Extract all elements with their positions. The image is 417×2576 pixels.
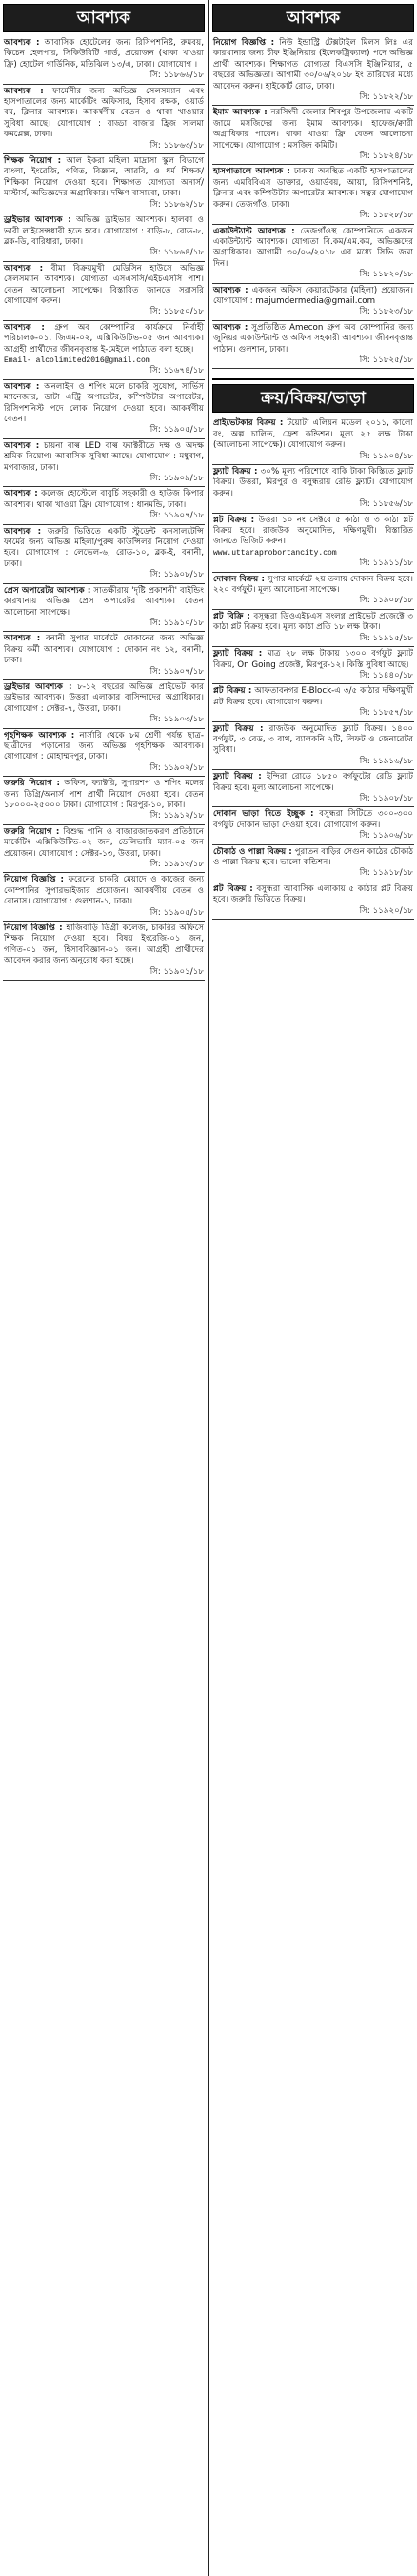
ad-body: রাজউক অনুমোদিত ফ্ল্যাট বিক্রয়। ১৪০০ বর্গফুট, ৩ বেড, ৩ বাথ, ব্যালকনি ২টি, লিফট ও জেনারেটর সুবিধা। <box>213 723 414 756</box>
classified-ad <box>212 807 414 844</box>
classified-ad <box>3 262 205 321</box>
ad-code: সি: ১১৮৬৪/১৮ <box>149 248 204 258</box>
classified-ad <box>212 225 414 284</box>
ad-body: গ্রুপ অব কোম্পানির কার্যক্রমে নির্বাহী পরিচালক-০১, জিএম-০২, এক্সিকিউটিভ-০৫ জন আবশ্যক। আগ্রহী প্রার্থীদের জীবনবৃত্তান্ত ই-মেইলে পাঠাতে বলা হচ্ছে। <box>4 322 204 355</box>
ad-code: সি: ১১৮২৩/১৮ <box>359 307 413 317</box>
ad-code: সি: ১১৮৫০/১৮ <box>149 307 204 317</box>
ad-title: একাউন্ট্যান্ট আবশ্যক : <box>213 226 295 236</box>
ad-code: সি: ১১৯০৫/১৮ <box>149 425 204 436</box>
classified-ad <box>212 36 414 106</box>
ad-body: অভিজ্ঞ ড্রাইভার আবশ্যক। হালকা ও ভারী লাইসেন্সধারী হতে হবে। যোগাযোগ : বাড়ি-৮, রোড-৮, ব্লক-ডি, বারিধারা, ঢাকা। <box>4 215 205 247</box>
left-column <box>3 0 205 2576</box>
classified-ad <box>212 106 414 165</box>
ad-title: আবশ্যক : <box>213 285 248 295</box>
ad-title: আবশ্যক : <box>4 38 40 48</box>
ad-title: প্লট বিক্রয় : <box>213 883 253 894</box>
ad-body: আফতাবনগর E-Block-এ ৩/৫ কাঠার দক্ষিণমুখী প্লট বিক্রয় হবে। যোগাযোগ করুন। <box>213 686 413 707</box>
ad-code: সি: ১১৯০৩/১৮ <box>149 715 204 725</box>
ad-code: সি: ১১৯১৩/১৮ <box>149 860 204 870</box>
ad-title: শিক্ষক নিয়োগ : <box>4 156 62 167</box>
ad-code: সি: ১১৯০৭/১৮ <box>149 666 204 677</box>
ad-title: আবশ্যক : <box>213 322 248 333</box>
classified-ad <box>3 380 205 439</box>
right-ad-list <box>212 36 414 369</box>
ad-code: সি: ১১৮৫৬/১৮ <box>359 499 413 510</box>
classified-ad <box>212 284 414 321</box>
ad-title: ফ্ল্যাট বিক্রয় : <box>213 723 264 734</box>
ad-title: প্রেস অপারেটর আবশ্যক : <box>4 585 91 596</box>
ad-code: সি: ১১৮২০/১৮ <box>359 270 413 280</box>
ad-body: একজন অফিস কেয়ারটেকার (মহিলা) প্রয়োজন। যোগাযোগ : majumdermedia@gmail.com <box>213 285 413 306</box>
ad-code: সি: ১১৯০৮/১৮ <box>359 793 413 803</box>
ad-title: প্লট বিক্রয় : <box>213 515 255 525</box>
ad-title: আবশ্যক : <box>4 489 38 499</box>
ad-body: ঢাকায় অবস্থিত একটি হাসপাতালের জন্য এমবিবিএস ডাক্তার, ওয়ার্ডবয়, আয়া, রিসিপশনিষ্ট, ক্লিনার এবং কম্পিউটার অপারেটর আবশ্যক। সত্বর যোগাযোগ করুন। তেজগাঁও, ঢাকা। <box>213 167 413 210</box>
ad-title: আবশ্যক : <box>4 440 40 451</box>
right-column <box>212 0 414 2576</box>
classified-ad <box>3 825 205 874</box>
ad-title: প্লট বিক্রি : <box>213 611 250 621</box>
ad-code: সি: ১১৬৭৪/১৮ <box>149 366 204 376</box>
ad-title: আবশ্যক : <box>4 263 44 274</box>
classified-ad <box>3 922 205 981</box>
ad-body: অনলাইন ও শপিং মলে চাকরি সুযোগ, সার্ভিস ম্যানেজার, ডাটা এন্ট্রি অপারেটর, কম্পিউটার অপারেটর, রিসিপশনিস্ট পদে লোক নিয়োগ দেওয়া হবে। আকর্ষণীয় বেতন। <box>4 381 204 424</box>
classified-ad <box>3 321 205 380</box>
ad-title: নিয়োগ বিজ্ঞপ্তি : <box>213 38 275 48</box>
ad-body: ফরেনের চাকরি মেয়াদে ও কাজের জন্য কোম্পানির সুপারভাইজার প্রয়োজন। আকর্ষণীয় বেতন ও বোনাস। যোগাযোগ : গুলশান-১, ঢাকা। <box>4 875 205 907</box>
classified-ad <box>3 777 205 825</box>
ad-title: আবশ্যক : <box>4 86 44 96</box>
classified-ad <box>3 873 205 922</box>
ad-code: সি: ১১৯০৭/১৮ <box>149 511 204 521</box>
right-section-heading: আবশ্যক <box>212 4 414 32</box>
ad-body: কলেজ হোস্টেলে বাবুর্চি সহকারী ও হাউজ কিপার আবশ্যক। থাকা খাওয়া ফ্রি। যোগাযোগ : ধানমন্ডি, ঢাকা। <box>4 489 204 510</box>
ad-code: সি: ১১৯০৪/১৮ <box>359 451 413 461</box>
ad-title: ড্রাইভার আবশ্যক : <box>4 681 72 692</box>
ad-body: জরুরি ভিত্তিতে একটি স্টুডেন্ট কনসালটেন্সি ফার্মের জন্য অভিজ্ঞ মহিলা/পুরুষ কাউন্সিলর নিয়োগ দেওয়া হবে। যোগাযোগ : লেভেল-৬, রোড-১০, ব্লক-ই, বনানী, ঢাকা। <box>4 526 204 569</box>
ad-body: বিশুদ্ধ পানি ও বাজারজাতকরণ প্রতিষ্ঠানে মার্কেটিং এক্সিকিউটিভ-০২ জন, ডেলিভারি ম্যান-০৫ জন প্রয়োজন। যোগাযোগ : সেক্টর-১৩, উত্তরা, ঢাকা। <box>4 826 205 859</box>
ad-code: সি: ১১৯০৯/১৮ <box>149 474 204 484</box>
ad-code: সি: ১১৯১৮/১৮ <box>359 868 413 879</box>
left-section-heading: আবশ্যক <box>3 4 205 32</box>
ad-body: সাতক্ষীরায় 'দৃষ্টি প্রকাশনী' বাইন্ডিং কারখানায় অভিজ্ঞ প্রেস অপারেটর আবশ্যক। বেতন আলোচনা সাপেক্ষে। <box>4 585 204 618</box>
ad-title: প্লট বিক্রয় : <box>213 686 252 697</box>
section-separator <box>212 369 414 380</box>
ad-body: বসুন্ধরা আবাসিক এলাকায় ৫ কাঠার প্লট বিক্রয় হবে। জরুরি ভিত্তিতে বিক্রয়। <box>213 883 413 905</box>
ad-code: সি: ১১৯১১/১৮ <box>359 558 413 569</box>
classified-ad <box>3 439 205 488</box>
ad-title: নিয়োগ বিজ্ঞপ্তি : <box>4 923 63 934</box>
classified-ad <box>212 684 414 721</box>
sale-section-heading: ক্রয়/বিক্রয়/ভাড়া <box>212 384 414 413</box>
classified-ad <box>3 729 205 778</box>
ad-code: সি: ১১৯২০/১৮ <box>359 905 413 916</box>
ad-code: সি: ১১৮৬২/১৮ <box>149 199 204 210</box>
ad-code: সি: ১১৯০৬/১৮ <box>359 831 413 842</box>
ad-body: নিউ ইন্ডাস্ট্রি টেক্সটাইল মিলস লিঃ এর কারখানার জন্য চীফ ইঞ্জিনিয়ার (ইলেকট্রিক্যাল) পদে অভিজ্ঞ প্রার্থী আবশ্যক। শিক্ষাগত যোগ্যতা বিএসসি ইঞ্জিনিয়ার, ৫ বছরের অভিজ্ঞতা। আগামী ৩০/০৬/২০১৮ ইং তারিখের মধ্যে আবেদন করুন। হাইকোর্ট রোড, ঢাকা। <box>213 38 413 91</box>
ad-title: ইমাম আবশ্যক : <box>213 108 268 118</box>
ad-code: সি: ১১৯১৬/১৮ <box>359 756 413 766</box>
ad-code: সি: ১১৮৫৭/১৮ <box>359 708 413 719</box>
ad-code: সি: ১১৯০২/১৮ <box>149 762 204 773</box>
ad-body: সুপার মার্কেটে ২য় তলায় দোকান বিক্রয় হবে। ২২০ বর্গফুট। মূল্য আলোচনা সাপেক্ষে। <box>213 574 414 596</box>
classified-ad <box>3 632 205 680</box>
ad-title: আবশ্যক : <box>4 322 45 333</box>
ad-title: দোকান ভাড়া দিতে ইচ্ছুক : <box>213 809 314 820</box>
ad-email[interactable]: Email- alcolimited2016@gmail.com <box>4 355 150 365</box>
classified-ad <box>212 845 414 882</box>
ad-code: সি: ১১৯১৫/১৮ <box>359 633 413 643</box>
ad-title: হাসপাতালে আবশ্যক : <box>213 167 290 177</box>
ad-code: সি: ১১৮২৪/১৮ <box>359 152 413 162</box>
classified-ad <box>3 213 205 262</box>
classified-ad <box>3 680 205 729</box>
classified-ad <box>212 465 414 514</box>
ad-code: সি: ১১৯১২/১৮ <box>149 811 204 821</box>
ad-title: ফ্ল্যাট বিক্রয় : <box>213 467 258 477</box>
ad-code: সি: ১১৯০৮/১৮ <box>359 596 413 606</box>
ad-body: নার্সারি থেকে ৮ম শ্রেণী পর্যন্ত ছাত্র-ছাত্রীদের পড়ানোর জন্য অভিজ্ঞ গৃহশিক্ষক আবশ্যক। যোগাযোগ : মোহাম্মদপুর, ঢাকা। <box>4 730 204 762</box>
ad-body: বনানী সুপার মার্কেটে দোকানের জন্য অভিজ্ঞ বিক্রয় কর্মী আবশ্যক। যোগাযোগ : দোকান নং ১২, বনানী, ঢাকা। <box>4 634 204 666</box>
classified-ad <box>212 165 414 224</box>
ad-title: আবশ্যক : <box>4 381 40 392</box>
ad-title: ড্রাইভার আবশ্যক : <box>4 215 71 226</box>
ad-body: ইন্দিরা রোডে ১৮৫০ বর্গফুটের রেডি ফ্ল্যাট বিক্রয় হবে। মূল্য আলোচনা সাপেক্ষে। <box>213 772 413 793</box>
ad-body: উত্তরা ১০ নং সেক্টরে ৫ কাঠা ও ৩ কাঠা প্লট বিক্রয় হবে। রাজউক অনুমোদিত, দক্ষিণমুখী। বিস্তারিত জানতে ভিজিট করুন। <box>213 515 414 547</box>
ad-title: দোকান বিক্রয় : <box>213 574 265 584</box>
ad-code: সি: ১১৮২৫/১৮ <box>359 355 413 365</box>
ad-code: সি: ১১৪৪০/১৮ <box>359 670 413 680</box>
classified-ad <box>212 610 414 647</box>
classified-ad <box>3 85 205 154</box>
ad-title: জরুরি নিয়োগ : <box>4 779 60 789</box>
ad-title: ফ্ল্যাট বিক্রয় : <box>213 772 262 782</box>
classified-ad <box>212 722 414 771</box>
ad-title: আবশ্যক : <box>4 634 41 644</box>
ad-code: সি: ১১৮৬৩/১৮ <box>149 140 204 151</box>
ad-body: পুরাতন বাড়ির সেগুন কাঠের চৌকাঠ ও পাল্লা বিক্রয় হবে। ভালো কন্ডিশন। <box>213 846 413 867</box>
ad-body: আবাসিক হোটেলের জন্য রিসিপশনিষ্ট, রুমবয়, কিচেন হেলপার, সিকিউরিটি গার্ড, প্রয়োজন (থাকা খাওয়া ফ্রি) হোটেল গার্ডিনিক, মতিঝিল ১৩/এ, ঢাকা। যোগাযোগ । <box>4 38 204 70</box>
classified-ad <box>212 770 414 807</box>
ad-title: নিয়োগ বিজ্ঞপ্তি : <box>4 875 65 885</box>
ad-code: সি: ১১৯০১/১৮ <box>149 966 204 977</box>
ad-body: বীমা বিক্রয়মুখী মেডিসিন হাউসে অভিজ্ঞ সেলসম্যান আবশ্যক। যোগ্যতা এসএসসি/এইচএসসি পাশ। বেতন আলোচনা সাপেক্ষে। বিস্তারিত জানতে সরাসরি যোগাযোগ করুন। <box>4 263 204 306</box>
classified-ad <box>212 416 414 465</box>
ad-body: ৮-১২ বছরের অভিজ্ঞ প্রাইভেট কার ড্রাইভার আবশ্যক। উত্তরা এলাকার বাসিন্দাদের অগ্রাধিকার। যোগাযোগ : সেক্টর-৭, উত্তরা, ঢাকা। <box>4 681 205 714</box>
classified-ad <box>3 36 205 85</box>
ad-code: সি: ১১৮২২/১৮ <box>359 92 413 103</box>
ad-body: বসুন্ধরা সিটিতে ৩০০-৩০০ বর্গফুট দোকান ভাড়া দেওয়া হবে। যোগাযোগ করুন। <box>213 809 413 830</box>
classified-ad <box>212 321 414 370</box>
classified-ad <box>3 525 205 584</box>
sale-ad-list <box>212 416 414 920</box>
ad-title: ফ্ল্যাট বিক্রয় : <box>213 649 263 659</box>
classified-ad <box>212 514 414 573</box>
classified-ad <box>212 647 414 684</box>
ad-title: প্রাইভেটকার বিক্রয় : <box>213 418 284 429</box>
classified-ad <box>212 573 414 610</box>
classified-ad <box>212 882 414 920</box>
ad-code: সি: ১১৯০৫/১৮ <box>149 907 204 918</box>
ad-website[interactable]: www.uttaraprobortancity.com <box>213 548 337 558</box>
ad-title: আবশ্যক : <box>4 526 42 537</box>
ad-title: চৌকাঠ ও পাল্লা বিক্রয় : <box>213 846 292 857</box>
ad-body: ফার্মেসীর জন্য অভিজ্ঞ সেলসম্যান এবং হাসপাতালের জন্য মার্কেটিং অফিসার, হিসাব রক্ষক, ওয়ার্ড বয়, ক্লিনার আবশ্যক। আকর্ষণীয় বেতন ও থাকা খাওয়ার সুবিধা আছে। যোগাযোগ : বাড্ডা বাজার হ্রিজ সালমা কমপ্লেক্স, ঢাকা। <box>4 86 204 140</box>
ad-code: সি: ১১৮২৮/১৮ <box>359 211 413 221</box>
ad-code: সি: ১১৮৬৬/১৮ <box>149 71 204 81</box>
ad-body: মাত্র ২৮ লক্ষ টাকায় ১৩০০ বর্গফুট ফ্ল্যাট বিক্রয়, On Going প্রজেক্ট, মিরপুর-১২। কিস্তি সুবিধা আছে। <box>213 649 413 670</box>
ad-body: চায়না বাল্ব LED বাল্ব ফ্যাক্টরীতে দক্ষ ও অদক্ষ শ্রমিক নিয়োগ। আবাসিক সুবিধা আছে। যোগাযোগ : মধুবাগ, মগবাজার, ঢাকা। <box>4 440 204 473</box>
classified-ad <box>3 487 205 524</box>
ad-title: জরুরি নিয়োগ : <box>4 826 60 837</box>
ad-body: বসুন্ধরা ডিওএইচএস সংলগ্ন প্রাইভেট প্রজেক্টে ৩ কাঠা প্লট বিক্রয় হবে। মূল্য কাঠা প্রতি ১৮ লক্ষ টাকা। <box>213 611 413 633</box>
ad-code: সি: ১১৯০৮/১৮ <box>149 570 204 580</box>
ad-body: নরসিংদী জেলার শিবপুর উপজেলায় একটি জামে মসজিদের জন্য ইমাম আবশ্যক। হাফেজ/ক্বারী অগ্রাধিকার পাবেন। থাকা খাওয়া ফ্রি। বেতন আলোচনা সাপেক্ষে। যোগাযোগ : মসজিদ কমিটি। <box>213 108 413 151</box>
ad-title: গৃহশিক্ষক আবশ্যক : <box>4 730 75 740</box>
classified-ad <box>3 584 205 633</box>
ad-body: টয়োটা এলিয়ন মডেল ২০১১, কালো রং, অল্প চালিত, ফ্রেশ কন্ডিশন। মূল্য ২৫ লক্ষ টাকা (আলোচনা সাপেক্ষে)। যোগাযোগ করুন। <box>213 418 413 451</box>
ad-body: তেজগাঁওস্থ কোম্পানিতে একজন একাউন্ট্যান্ট আবশ্যক। যোগ্যতা বি.কম/এম.কম, অভিজ্ঞদের অগ্রাধিকার। আগামী ৩০/০৬/২০১৮ এর মধ্যে সিভি জমা দিন। <box>213 226 413 269</box>
ad-body: অফিস, ফ্যাক্টরি, সুপারশপ ও শপিং মলের জন্য ডিগ্রি/অনার্স পাশ প্রার্থী নিয়োগ দেওয়া হবে। বেতন ১৮০০০-২৫০০০ টাকা। যোগাযোগ : মিরপুর-১০, ঢাকা। <box>4 779 204 810</box>
ad-code: সি: ১১৯১০/১৮ <box>149 618 204 628</box>
ad-body: আল ইকরা মহিলা মাদ্রাসা স্কুল বিভাগে বাংলা, ইংরেজি, গণিত, বিজ্ঞান, আরবি, ও ধর্ম শিক্ষক/শিক্ষিকা নিয়োগ দেওয়া হবে। শিক্ষাগত যোগ্যতা অনার্স/মাস্টার্স, অভিজ্ঞদের অগ্রাধিকার। দক্ষিণ বাসাবো, ঢাকা। <box>4 156 204 199</box>
ad-body: সুপ্রতিষ্ঠিত Amecon গ্রুপ অব কোম্পানির জন্য জুনিয়র একাউন্ট্যান্ট ও অফিস সহকারী আবশ্যক। জীবনবৃত্তান্ত পাঠান। গুলশান, ঢাকা। <box>213 322 413 355</box>
ad-body: ৩০% মূল্য পরিশোধে বাকি টাকা কিস্তিতে ফ্ল্যাট বিক্রয়। উত্তরা, মিরপুর ও বসুন্ধরায় রেডি ফ্ল্যাট। যোগাযোগ করুন। <box>213 467 413 498</box>
classified-ad <box>3 154 205 213</box>
ad-body: হাজিবাড়ি ডিগ্রী কলেজ, চাকরির অফিসে শিক্ষক নিয়োগ দেওয়া হবে। বিষয় ইংরেজি-০১ জন, গণিত-০১ জন, হিসাববিজ্ঞান-০১ জন। আগ্রহী প্রার্থীদের আবেদন করার জন্য অনুরোধ করা হচ্ছে। <box>4 923 205 966</box>
left-ad-list <box>3 36 205 981</box>
